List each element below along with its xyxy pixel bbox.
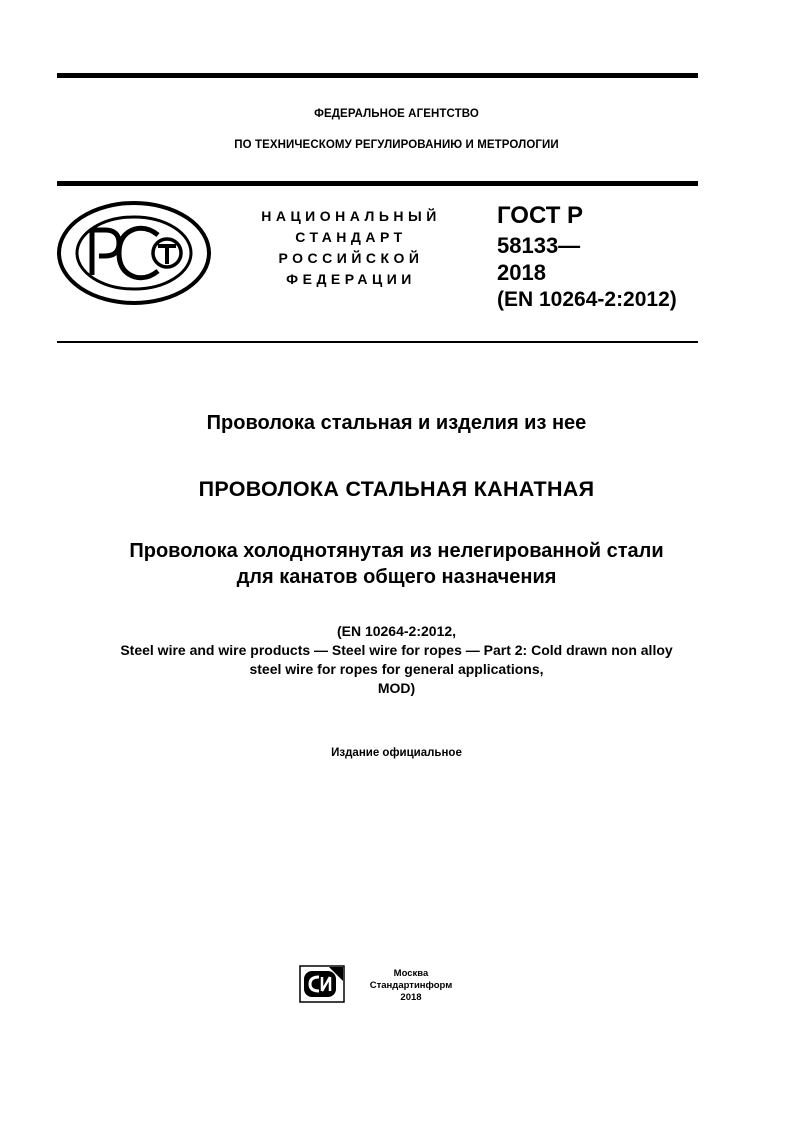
publisher-year: 2018 bbox=[400, 992, 422, 1003]
national-line-3: РОССИЙСКОЙ bbox=[278, 250, 424, 266]
english-line-1: (EN 10264-2:2012, bbox=[336, 623, 457, 639]
standard-block-rule bbox=[57, 341, 698, 343]
title-specific-line-1: Проволока холоднотянутая из нелегированной стали bbox=[129, 540, 664, 562]
english-reference bbox=[0, 622, 793, 698]
title-main: ПРОВОЛОКА СТАЛЬНАЯ КАНАТНАЯ bbox=[198, 477, 595, 501]
gost-number: 58133— bbox=[497, 233, 581, 258]
gost-year: 2018 bbox=[497, 260, 546, 285]
header-rule bbox=[57, 181, 698, 186]
publisher-logo bbox=[299, 965, 345, 1003]
rst-logo-icon bbox=[55, 199, 213, 307]
standartinform-logo-icon bbox=[299, 965, 345, 1003]
rst-logo bbox=[55, 199, 213, 307]
agency-line-1: ФЕДЕРАЛЬНОЕ АГЕНТСТВО bbox=[314, 108, 479, 120]
national-line-2: СТАНДАРТ bbox=[295, 229, 407, 245]
publisher-name: Стандартинформ bbox=[369, 980, 453, 991]
gost-en-reference: (EN 10264-2:2012) bbox=[497, 288, 677, 311]
national-line-4: ФЕДЕРАЦИИ bbox=[286, 271, 416, 287]
title-general: Проволока стальная и изделия из нее bbox=[206, 412, 587, 434]
gost-prefix: ГОСТ Р bbox=[497, 202, 584, 229]
title-specific bbox=[0, 538, 793, 590]
english-line-2: Steel wire and wire products — Steel wire for ropes — Part 2: Cold drawn non alloy bbox=[120, 642, 673, 658]
top-rule bbox=[57, 73, 698, 78]
agency-line-2: ПО ТЕХНИЧЕСКОМУ РЕГУЛИРОВАНИЮ И МЕТРОЛОГИИ bbox=[234, 139, 559, 151]
national-standard-label bbox=[238, 206, 464, 290]
publisher-info bbox=[358, 968, 464, 1004]
national-line-1: НАЦИОНАЛЬНЫЙ bbox=[261, 208, 441, 224]
title-specific-line-2: для канатов общего назначения bbox=[236, 566, 557, 588]
english-line-4: MOD) bbox=[377, 680, 416, 696]
gost-designation bbox=[497, 200, 677, 314]
publisher-city: Москва bbox=[393, 968, 429, 979]
official-edition-label: Издание официальное bbox=[331, 747, 462, 759]
english-line-3: steel wire for ropes for general applications, bbox=[249, 661, 544, 677]
